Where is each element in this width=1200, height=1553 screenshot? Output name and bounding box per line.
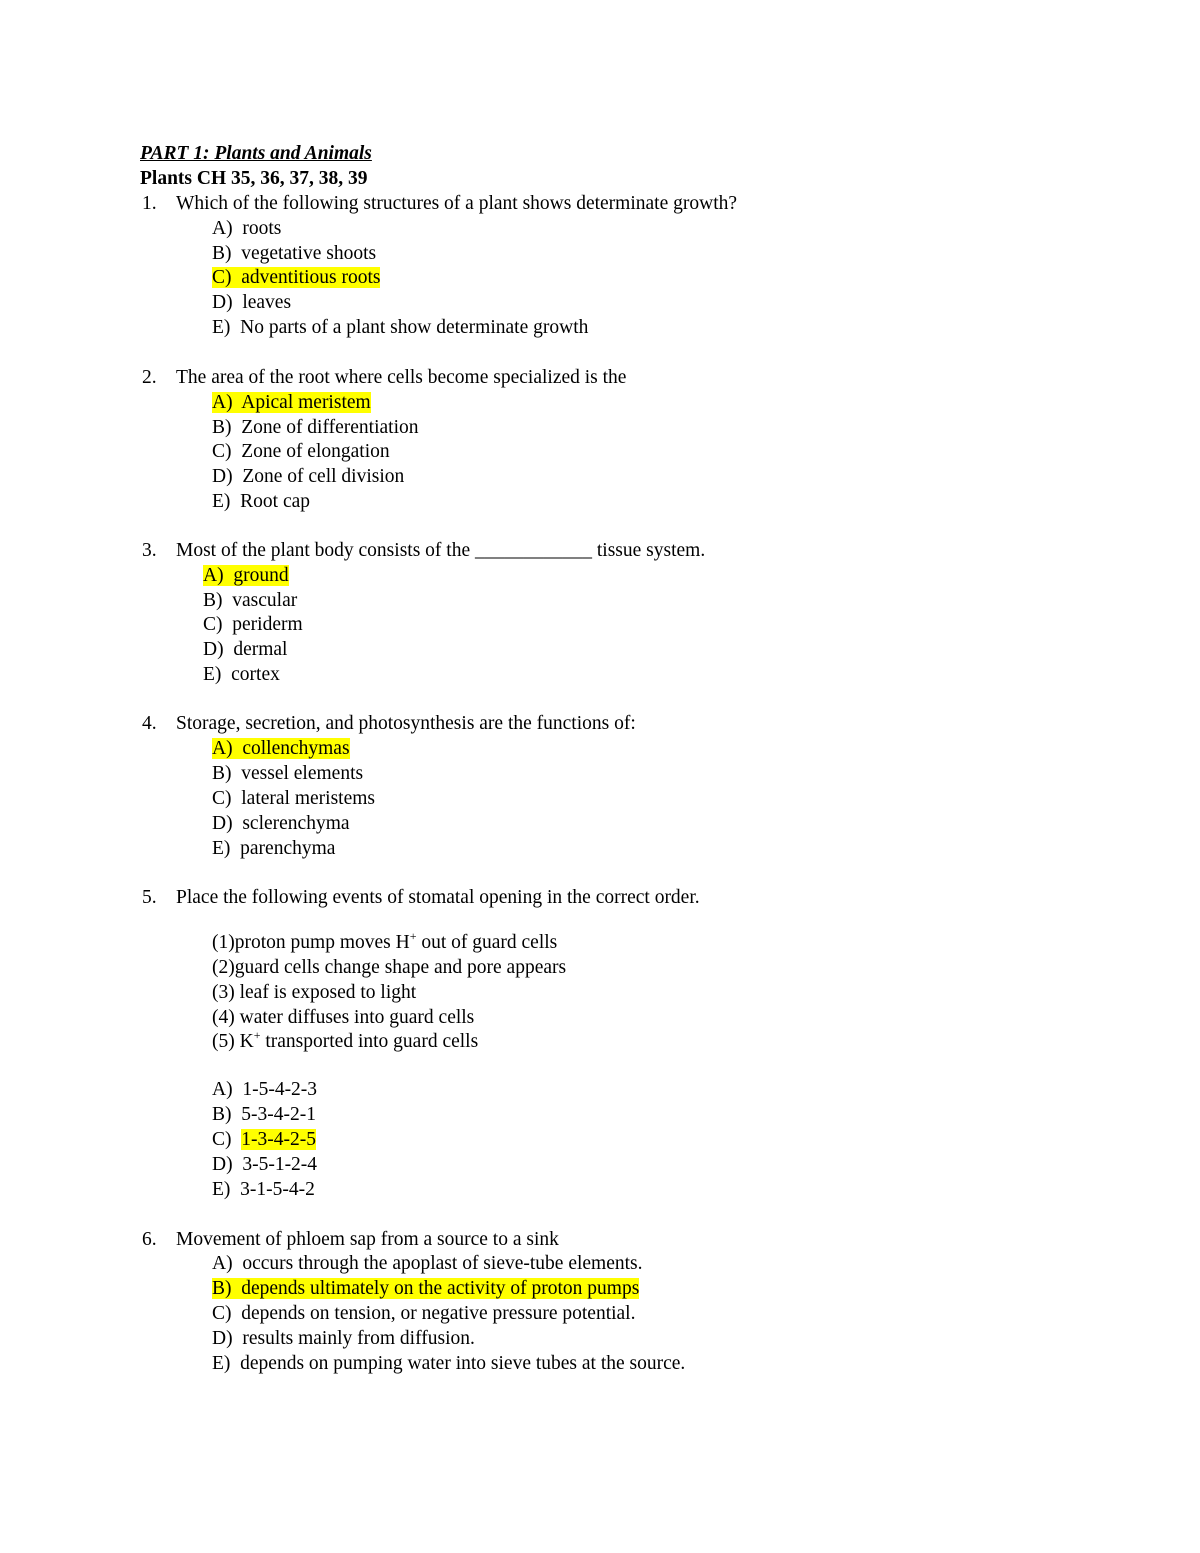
option-a: A) roots [212, 218, 282, 239]
question-stem: Which of the following structures of a plant shows determinate growth? [176, 193, 738, 214]
option-e: E) depends on pumping water into sieve tubes at the source. [212, 1353, 686, 1374]
option-e: E) cortex [203, 664, 280, 685]
answer-highlight: C) adventitious roots [212, 267, 381, 288]
question-number: 5. [142, 887, 157, 908]
option-c-highlighted: C) 1-3-4-2-5 [212, 1129, 316, 1150]
option-d: D) Zone of cell division [212, 466, 405, 487]
option-b: B) vegetative shoots [212, 243, 377, 264]
question-number: 1. [142, 193, 157, 214]
option-e: E) No parts of a plant show determinate growth [212, 317, 589, 338]
option-a: A) occurs through the apoplast of sieve-tube elements. [212, 1253, 643, 1274]
question-stem: The area of the root where cells become specialized is the [176, 367, 627, 388]
option-e: E) parenchyma [212, 838, 336, 859]
event-1: (1)proton pump moves H+ out of guard cells [212, 929, 558, 953]
answer-highlight: B) depends ultimately on the activity of proton pumps [212, 1278, 640, 1299]
option-b-highlighted [212, 1277, 639, 1301]
option-c-highlighted [212, 266, 380, 290]
option-b: B) vascular [203, 590, 298, 611]
event-2: (2)guard cells change shape and pore appears [212, 957, 567, 978]
option-a-highlighted [212, 737, 350, 761]
option-d: D) 3-5-1-2-4 [212, 1154, 318, 1175]
event-4: (4) water diffuses into guard cells [212, 1007, 475, 1028]
option-a: A) 1-5-4-2-3 [212, 1079, 318, 1100]
answer-highlight: A) ground [203, 565, 289, 586]
question-number: 4. [142, 713, 157, 734]
option-d: D) leaves [212, 292, 292, 313]
fill-in-blank: ____________ [474, 540, 592, 561]
option-b: B) vessel elements [212, 763, 364, 784]
option-c: C) depends on tension, or negative pressure potential. [212, 1303, 636, 1324]
option-d: D) sclerenchyma [212, 813, 350, 834]
question-number: 3. [142, 540, 157, 561]
event-3: (3) leaf is exposed to light [212, 982, 417, 1003]
option-a-highlighted [212, 391, 371, 415]
option-d: D) dermal [203, 639, 288, 660]
question-number: 6. [142, 1229, 157, 1250]
question-stem: Place the following events of stomatal opening in the correct order. [176, 887, 700, 908]
question-stem: Movement of phloem sap from a source to a sink [176, 1229, 559, 1250]
option-e: E) 3-1-5-4-2 [212, 1179, 315, 1200]
option-e: E) Root cap [212, 491, 311, 512]
option-c: C) lateral meristems [212, 788, 375, 809]
section-title: Plants CH 35, 36, 37, 38, 39 [140, 168, 368, 189]
option-d: D) results mainly from diffusion. [212, 1328, 475, 1349]
answer-highlight: A) collenchymas [212, 738, 350, 759]
part-title: PART 1: Plants and Animals [140, 143, 372, 164]
question-number: 2. [142, 367, 157, 388]
question-stem: Storage, secretion, and photosynthesis are the functions of: [176, 713, 636, 734]
option-c: C) Zone of elongation [212, 441, 390, 462]
option-a-highlighted [203, 564, 289, 588]
event-5: (5) K+ transported into guard cells [212, 1028, 479, 1052]
answer-highlight: A) Apical meristem [212, 392, 371, 413]
question-stem: Most of the plant body consists of the ____________ tissue system. [176, 540, 706, 561]
option-b: B) 5-3-4-2-1 [212, 1104, 316, 1125]
option-b: B) Zone of differentiation [212, 417, 419, 438]
option-c: C) periderm [203, 614, 303, 635]
answer-highlight: 1-3-4-2-5 [241, 1129, 316, 1150]
